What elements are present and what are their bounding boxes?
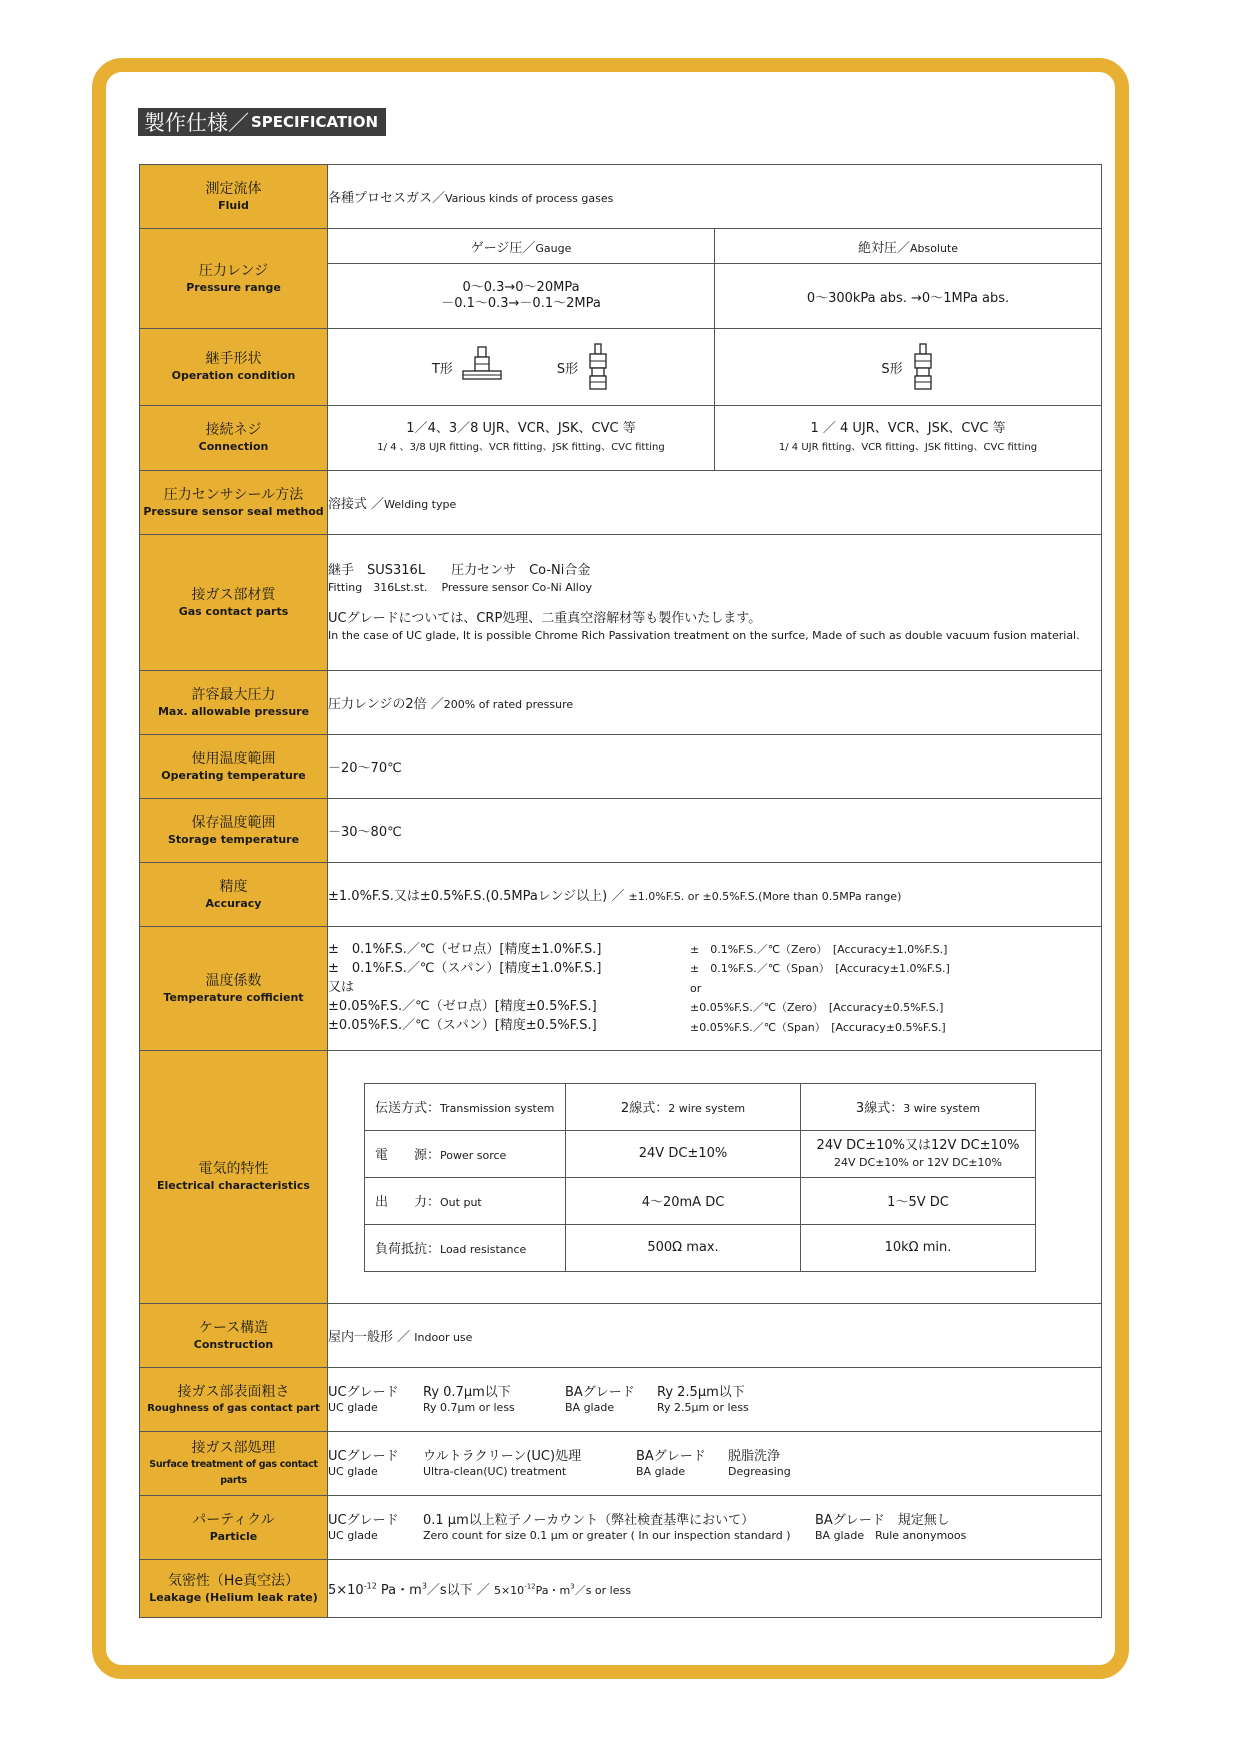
label-particle: パーティクル Particle bbox=[140, 1496, 328, 1560]
label-seal: 圧力センサシール方法 Pressure sensor seal method bbox=[140, 471, 328, 535]
gauge-range: 0～0.3→0～20MPa －0.1～0.3→－0.1～2MPa bbox=[441, 280, 601, 311]
value-max-pressure: 圧力レンジの2倍 ／200% of rated pressure bbox=[328, 671, 1102, 735]
absolute-header: 絶対圧／Absolute bbox=[715, 229, 1102, 264]
value-particle: UCグレード 0.1 μm以上粒子ノーカウント（弊社検査基準において） UC glade Zero count for size 0.1 μm or greater ( In our inspection standard ) BAグレード 規定無し BA glade Rule anonymoos bbox=[328, 1496, 1102, 1560]
label-electrical: 電気的特性 Electrical characteristics bbox=[140, 1051, 328, 1304]
row-pressure bbox=[140, 229, 1102, 329]
value-temp-coef: ± 0.1%F.S.／℃（ゼロ点）[精度±1.0%F.S.] ± 0.1%F.S.／℃（スパン）[精度±1.0%F.S.] 又は ±0.05%F.S.／℃（ゼロ点）[精度±0.5%F.S.] ±0.05%F.S.／℃（スパン）[精度±0.5%F.S.] ± 0.1%F.S.／℃（Zero） [Accuracy±1.0%F.S.] ± 0.1%F.S.／℃（Span） [Accuracy±1.0%F.S.] or ±0.05%F.S.／℃（Zero） [Accuracy±0.5%F.S.] ±0.05%F.S.／℃（Span） [Accuracy±0.5%F.S.] bbox=[328, 927, 1102, 1051]
label-operation: 継手形状 Operation condition bbox=[140, 329, 328, 406]
row-seal bbox=[140, 471, 1102, 535]
row-temp-coef bbox=[140, 927, 1102, 1051]
value-seal: 溶接式 ／Welding type bbox=[328, 471, 1102, 535]
label-storage-temp: 保存温度範囲 Storage temperature bbox=[140, 799, 328, 863]
s-fitting-icon bbox=[586, 343, 610, 391]
label-leakage: 気密性（He真空法） Leakage (Helium leak rate) bbox=[140, 1560, 328, 1618]
label-gas-contact: 接ガス部材質 Gas contact parts bbox=[140, 535, 328, 671]
label-pressure: 圧力レンジ Pressure range bbox=[140, 229, 328, 329]
row-particle bbox=[140, 1496, 1102, 1560]
row-leakage bbox=[140, 1560, 1102, 1618]
value-leakage: $5\times 10^{-12}$ Pa・$m^3/s$以下 ／ $5\times 10^{-12}Pa$・$m^3/s$ or less bbox=[328, 1560, 1102, 1618]
value-fluid: 各種プロセスガス／Various kinds of process gases bbox=[328, 165, 1102, 229]
row-surface-treatment bbox=[140, 1432, 1102, 1496]
row-roughness bbox=[140, 1368, 1102, 1432]
label-temp-coef: 温度係数 Temperature cofficient bbox=[140, 927, 328, 1051]
value-operating-temp: －20～70℃ bbox=[328, 735, 1102, 799]
absolute-range: 0～300kPa abs. →0～1MPa abs. bbox=[715, 264, 1102, 329]
value-storage-temp: －30～80℃ bbox=[328, 799, 1102, 863]
value-accuracy: ±1.0%F.S.又は±0.5%F.S.(0.5MPaレンジ以上) ／ ±1.0%F.S. or ±0.5%F.S.(More than 0.5MPa range) bbox=[328, 863, 1102, 927]
row-accuracy bbox=[140, 863, 1102, 927]
row-operating-temp bbox=[140, 735, 1102, 799]
row-fluid bbox=[140, 165, 1102, 229]
row-storage-temp bbox=[140, 799, 1102, 863]
row-electrical bbox=[140, 1051, 1102, 1304]
value-electrical bbox=[328, 1051, 1102, 1304]
label-roughness: 接ガス部表面粗さ Roughness of gas contact part bbox=[140, 1368, 328, 1432]
t-fitting-icon bbox=[461, 345, 505, 389]
row-connection bbox=[140, 406, 1102, 471]
value-roughness: UCグレード Ry 0.7μm以下 UC glade Ry 0.7μm or less BAグレード Ry 2.5μm以下 BA glade Ry 2.5μm or less bbox=[328, 1368, 1102, 1432]
section-title: 製作仕様／ SPECIFICATION bbox=[138, 108, 386, 136]
value-connection: 1／4、3／8 UJR、VCR、JSK、CVC 等 1/ 4 、3/8 UJR fitting、VCR fitting、JSK fitting、CVC fitting 1 ／ 4 UJR、VCR、JSK、CVC 等 1/ 4 UJR fitting、VCR fitting、JSK fitting、CVC fitting bbox=[328, 406, 1102, 471]
spec-table bbox=[139, 164, 1102, 1618]
row-construction bbox=[140, 1304, 1102, 1368]
value-construction: 屋内一般形 ／ Indoor use bbox=[328, 1304, 1102, 1368]
electrical-table: 伝送方式：Transmission system 2線式：2 wire system 3線式：3 wire system 電 源：Power sorce 24V DC±10% 24V DC±10%又は12V DC±10% 24V DC±10% or 12V DC±10% 出 力：Out put 4～20mA DC 1～5V DC 負荷抵抗：Load resistance 500Ω max. 10kΩ min. bbox=[364, 1083, 1036, 1272]
row-operation bbox=[140, 329, 1102, 406]
value-gas-contact: 継手 SUS316L 圧力センサ Co-Ni合金 Fitting 316Lst.st. Pressure sensor Co-Ni Alloy UCグレードについては、CRP処理、二重真空溶解材等も製作いたします。 In the case of UC glade, It is possible Chrome Rich Passivation treatment on the surfce, Made of such as double vacuum fusion material. bbox=[328, 535, 1102, 671]
label-surface-treatment: 接ガス部処理 Surface treatment of gas contact parts bbox=[140, 1432, 328, 1496]
s-fitting-icon bbox=[911, 343, 935, 391]
label-connection: 接続ネジ Connection bbox=[140, 406, 328, 471]
value-pressure bbox=[328, 229, 1102, 329]
label-max-pressure: 許容最大圧力 Max. allowable pressure bbox=[140, 671, 328, 735]
gauge-header: ゲージ圧／Gauge bbox=[328, 229, 715, 264]
value-surface-treatment: UCグレード ウルトラクリーン(UC)処理 UC glade Ultra-clean(UC) treatment BAグレード 脱脂洗浄 BA glade Degreasing bbox=[328, 1432, 1102, 1496]
label-operating-temp: 使用温度範囲 Operating temperature bbox=[140, 735, 328, 799]
value-operation: T形 S形 S形 bbox=[328, 329, 1102, 406]
row-max-pressure bbox=[140, 671, 1102, 735]
label-fluid: 測定流体 Fluid bbox=[140, 165, 328, 229]
row-gas-contact bbox=[140, 535, 1102, 671]
label-accuracy: 精度 Accuracy bbox=[140, 863, 328, 927]
label-construction: ケース構造 Construction bbox=[140, 1304, 328, 1368]
